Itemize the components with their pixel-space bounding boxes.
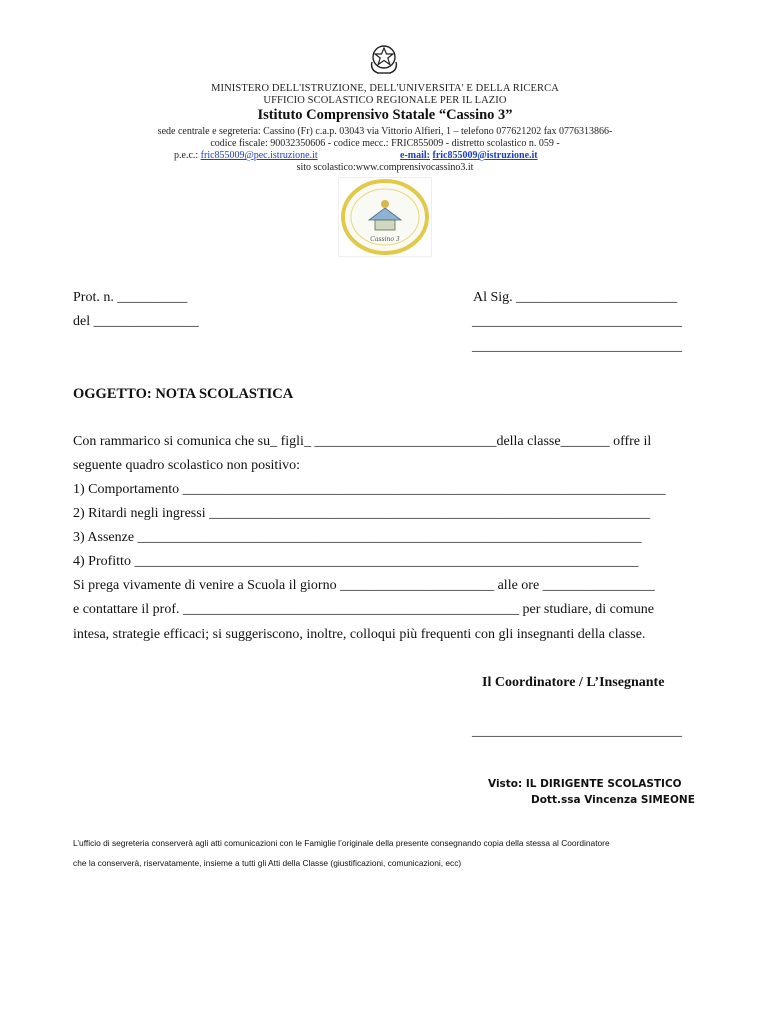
website-line: sito scolastico:www.comprensivocassino3.it (296, 162, 474, 173)
closing-line: intesa, strategie efficaci; si suggeriscono, inoltre, colloqui più frequenti con gli insegnanti della classe. (73, 627, 646, 642)
footer-note-2: che la conserverà, riservatamente, insieme a tutti gli Atti della Classe (giustificazioni, comunicazioni, ecc) (73, 858, 462, 868)
codes-line: codice fiscale: 90032350606 - codice mecc.: FRIC855009 - distretto scolastico n. 059 - (210, 138, 560, 149)
item-assenze[interactable]: 3) Assenze ________________________________________________________________________ (73, 530, 642, 545)
office-line: UFFICIO SCOLASTICO REGIONALE PER IL LAZIO (263, 95, 507, 106)
email-label: e-mail: (400, 150, 430, 161)
svg-text:Cassino 3: Cassino 3 (370, 236, 400, 243)
recipient-address-field[interactable]: ______________________________ (472, 314, 682, 329)
ministry-line: MINISTERO DELL'ISTRUZIONE, DELL'UNIVERSITA' E DELLA RICERCA (211, 83, 559, 94)
visto-line: Visto: IL DIRIGENTE SCOLASTICO (488, 778, 682, 790)
subject: OGGETTO: NOTA SCOLASTICA (73, 386, 294, 402)
italian-republic-emblem-icon (368, 40, 400, 76)
address-line: sede centrale e segreteria: Cassino (Fr) c.a.p. 03043 via Vittorio Alfieri, 1 – telefono 077621202 fax 0776313866- (157, 126, 613, 137)
dirigente-name: Dott.ssa Vincenza SIMEONE (531, 794, 695, 806)
recipient-field[interactable]: Al Sig. _______________________ (473, 290, 678, 305)
item-profitto[interactable]: 4) Profitto ________________________________________________________________________ (73, 554, 639, 569)
date-field[interactable]: del _______________ (73, 314, 199, 329)
school-crest-logo-icon (338, 177, 432, 257)
pec-link[interactable]: fric855009@pec.istruzione.it (200, 150, 318, 161)
body-line-intro: Con rammarico si comunica che su_ figli_ __________________________della classe_______ offre il (73, 434, 652, 449)
contact-line[interactable]: e contattare il prof. ________________________________________________ per studiare, di comune (73, 602, 654, 617)
pec-label: p.e.c.: (174, 150, 199, 161)
signature-role: Il Coordinatore / L’Insegnante (482, 675, 665, 690)
school-name: Istituto Comprensivo Statale “Cassino 3” (257, 107, 513, 123)
item-comportamento[interactable]: 1) Comportamento _____________________________________________________________________ (73, 482, 666, 497)
prot-field[interactable]: Prot. n. __________ (73, 290, 188, 305)
appointment-line[interactable]: Si prega vivamente di venire a Scuola il giorno ______________________ alle ore ________________ (73, 578, 655, 593)
body-line-intro-2: seguente quadro scolastico non positivo: (73, 458, 301, 473)
recipient-city-field[interactable]: ______________________________ (472, 339, 682, 354)
signature-line[interactable]: ______________________________ (472, 724, 682, 739)
email-line (400, 150, 538, 161)
item-ritardi[interactable]: 2) Ritardi negli ingressi _______________________________________________________________ (73, 506, 651, 521)
footer-note-1: L’ufficio di segreteria conserverà agli atti comunicazioni con le Famiglie l’originale della presente consegnando copia della stessa al Coordinatore (73, 838, 610, 848)
pec-line (174, 150, 318, 161)
email-link[interactable]: fric855009@istruzione.it (432, 150, 538, 161)
